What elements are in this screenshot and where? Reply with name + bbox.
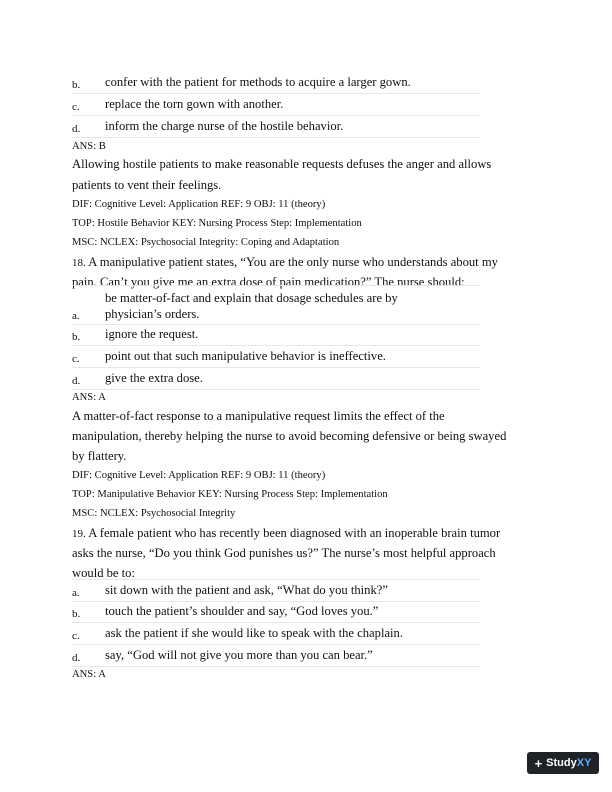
q17-rationale-line-2: patients to vent their feelings. — [72, 178, 222, 192]
q18-meta-top: TOP: Manipulative Behavior KEY: Nursing Process Step: Implementation — [72, 489, 388, 500]
q19-stem-line-2: asks the nurse, “Do you think God punishes us?” The nurse’s most helpful approach — [72, 546, 496, 560]
q18-option-d — [72, 368, 480, 390]
option-text: give the extra dose. — [105, 371, 203, 385]
option-text: touch the patient’s shoulder and say, “God loves you.” — [105, 604, 379, 618]
option-text-line-2: physician’s orders. — [105, 307, 200, 321]
studyxy-badge[interactable] — [527, 752, 599, 774]
q19-option-d — [72, 645, 480, 667]
q18-stem-line-2: pain. Can’t you give me an extra dose of pain medication?” The nurse should: — [72, 275, 465, 289]
q17-answer: ANS: B — [72, 141, 106, 152]
q19-stem-line-3: would be to: — [72, 566, 135, 580]
q19-answer: ANS: A — [72, 669, 106, 680]
q17-rationale-line-1: Allowing hostile patients to make reasonable requests defuses the anger and allows — [72, 157, 492, 171]
option-letter: b. — [72, 608, 81, 620]
q18-stem-line-1 — [72, 255, 498, 270]
plus-icon: + — [534, 755, 543, 771]
q18-rationale-line-1: A matter-of-fact response to a manipulative request limits the effect of the — [72, 409, 445, 423]
option-text: ignore the request. — [105, 327, 199, 341]
q18-option-a — [72, 285, 480, 325]
q18-option-b — [72, 324, 480, 346]
option-text-line-1: be matter-of-fact and explain that dosage schedules are by — [105, 291, 398, 305]
q19-option-a — [72, 579, 480, 602]
option-letter: d. — [72, 375, 81, 387]
option-letter: d. — [72, 123, 81, 135]
q18-rationale-line-2: manipulation, thereby helping the nurse to avoid becoming defensive or being swayed — [72, 429, 507, 443]
option-letter: d. — [72, 652, 81, 664]
q17-option-b — [72, 72, 480, 94]
option-letter: a. — [72, 310, 80, 322]
option-letter: c. — [72, 630, 80, 642]
option-letter: b. — [72, 79, 81, 91]
q18-meta-dif: DIF: Cognitive Level: Application REF: 9 OBJ: 11 (theory) — [72, 470, 326, 481]
q18-answer: ANS: A — [72, 392, 106, 403]
q18-option-c — [72, 346, 480, 368]
q18-rationale-line-3: by flattery. — [72, 449, 127, 463]
question-number: 18. — [72, 257, 86, 269]
badge-label: StudyXY — [546, 757, 592, 769]
question-number: 19. — [72, 528, 86, 540]
question-stem-text: A female patient who has recently been diagnosed with an inoperable brain tumor — [88, 526, 501, 540]
option-text: point out that such manipulative behavior is ineffective. — [105, 349, 386, 363]
q19-option-b — [72, 601, 480, 623]
option-text: sit down with the patient and ask, “What do you think?” — [105, 583, 388, 597]
q17-option-c — [72, 94, 480, 116]
option-letter: b. — [72, 331, 81, 343]
question-stem-text: A manipulative patient states, “You are the only nurse who understands about my — [88, 255, 498, 269]
q17-option-d — [72, 116, 480, 138]
q17-meta-msc: MSC: NCLEX: Psychosocial Integrity: Coping and Adaptation — [72, 237, 340, 248]
option-letter: a. — [72, 587, 80, 599]
q19-option-c — [72, 623, 480, 645]
q18-meta-msc: MSC: NCLEX: Psychosocial Integrity — [72, 508, 236, 519]
option-text: replace the torn gown with another. — [105, 97, 284, 111]
option-letter: c. — [72, 353, 80, 365]
option-text: confer with the patient for methods to acquire a larger gown. — [105, 75, 411, 89]
option-text: ask the patient if she would like to speak with the chaplain. — [105, 626, 403, 640]
option-letter: c. — [72, 101, 80, 113]
option-text: say, “God will not give you more than you can bear.” — [105, 648, 373, 662]
option-text: inform the charge nurse of the hostile behavior. — [105, 119, 344, 133]
q17-meta-top: TOP: Hostile Behavior KEY: Nursing Process Step: Implementation — [72, 218, 362, 229]
q19-stem-line-1 — [72, 526, 500, 541]
q17-meta-dif: DIF: Cognitive Level: Application REF: 9 OBJ: 11 (theory) — [72, 199, 326, 210]
